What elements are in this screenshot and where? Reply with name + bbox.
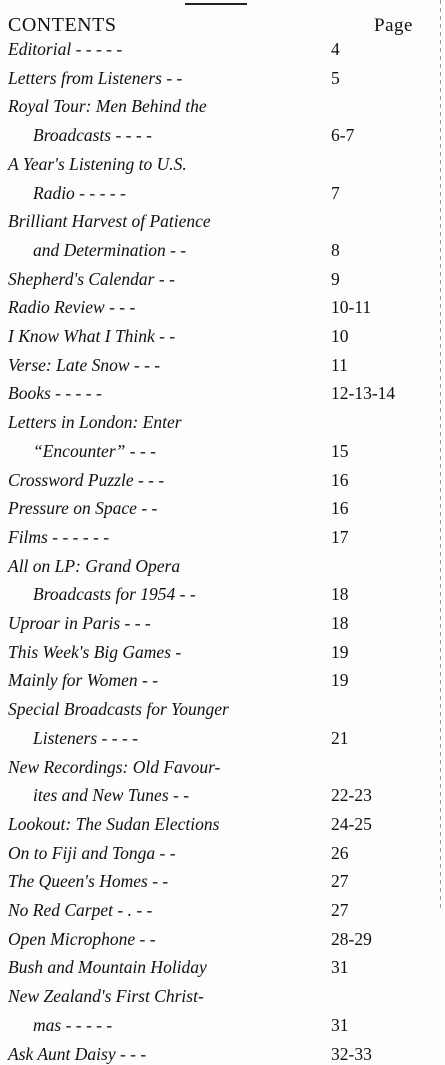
toc-entry-page: 16 [331,498,349,519]
toc-entry-title: New Recordings: Old Favour- [8,756,221,777]
toc-entry-title: mas - - - - - [33,1014,113,1035]
toc-entry-title: Radio Review - - - [8,297,136,318]
toc-entry-page: 32-33 [331,1043,372,1064]
toc-entry-page: 26 [331,842,349,863]
toc-entry-page: 24-25 [331,813,372,834]
toc-entry-title: Mainly for Women - - [8,670,159,691]
toc-entry-title: Uproar in Paris - - - [8,613,151,633]
toc-entry-title: I Know What I Think - - [8,326,176,346]
toc-entry-title: The Queen's Homes - - [8,871,169,892]
toc-entry-page: 4 [331,39,340,59]
toc-entry-title: “Encounter” - - - [33,440,156,461]
toc-entry-title: Letters from Listeners - - [8,67,183,88]
page-column-label: Page [374,15,413,36]
toc-entry-page: 27 [331,900,349,920]
toc-entry-page: 22-23 [331,785,372,806]
toc-entry-page: 10 [331,326,349,346]
toc-entry-title: New Zealand's First Christ- [8,986,204,1007]
toc-entry-title: Pressure on Space - - [8,498,158,519]
toc-entry-page: 19 [331,641,349,662]
toc-entry-page: 8 [331,239,340,260]
toc-entry-title: Listeners - - - - [33,727,138,748]
toc-entry-title: Brilliant Harvest of Patience [8,211,211,232]
toc-entry-title: Films - - - - - - [8,526,110,547]
toc-entry-page: 31 [331,957,349,978]
toc-entry-title: Broadcasts - - - - [33,125,152,146]
toc-entry-page: 16 [331,469,349,490]
toc-entry-title: Books - - - - - [8,383,102,404]
toc-entry-page: 9 [331,268,340,289]
toc-entry-page: 17 [331,526,349,547]
toc-entry-title: and Determination - - [33,239,187,260]
toc-entry-page: 19 [331,670,349,691]
toc-entry-title: Editorial - - - - - [8,39,123,59]
contents-title: CONTENTS [8,14,117,36]
toc-entry-title: Shepherd's Calendar - - [8,268,175,289]
toc-entry-page: 28-29 [331,928,372,949]
toc-entry-title: On to Fiji and Tonga - - [8,842,176,863]
toc-entry-page: 11 [331,354,348,375]
toc-entry-title: This Week's Big Games - [8,641,182,662]
toc-entry-page: 10-11 [331,297,372,318]
toc-entry-page: 18 [331,584,349,605]
toc-entry-title: Lookout: The Sudan Elections [8,813,220,834]
toc-entry-title: No Red Carpet - . - - [8,900,153,920]
toc-entry-page: 15 [331,440,349,461]
toc-entry-page: 5 [331,67,340,88]
toc-entry-page: 27 [331,871,349,892]
toc-entry-page: 18 [331,613,349,633]
toc-entry-page: 31 [331,1014,349,1035]
toc-entry-page: 7 [331,182,340,203]
toc-entry-title: Verse: Late Snow - - - [8,354,161,375]
toc-entry-title: A Year's Listening to U.S. [8,153,187,174]
toc-entry-title: Royal Tour: Men Behind the [8,96,207,117]
toc-entry-page: 21 [331,727,349,748]
toc-entry-page: 12-13-14 [331,383,396,404]
toc-entry-title: Letters in London: Enter [8,412,182,433]
toc-entry-title: Bush and Mountain Holiday [8,957,207,978]
toc-entry-title: Radio - - - - - [33,182,126,203]
toc-entry-page: 6-7 [331,125,355,146]
toc-entry-title: Open Microphone - - [8,928,156,949]
toc-entry-title: Special Broadcasts for Younger [8,699,229,720]
toc-entry-title: All on LP: Grand Opera [8,555,181,576]
toc-entry-title: ites and New Tunes - - [33,785,190,806]
toc-entry-title: Ask Aunt Daisy - - - [8,1043,147,1064]
toc-entry-title: Crossword Puzzle - - - [8,469,165,490]
toc-entry-title: Broadcasts for 1954 - - [33,584,196,605]
